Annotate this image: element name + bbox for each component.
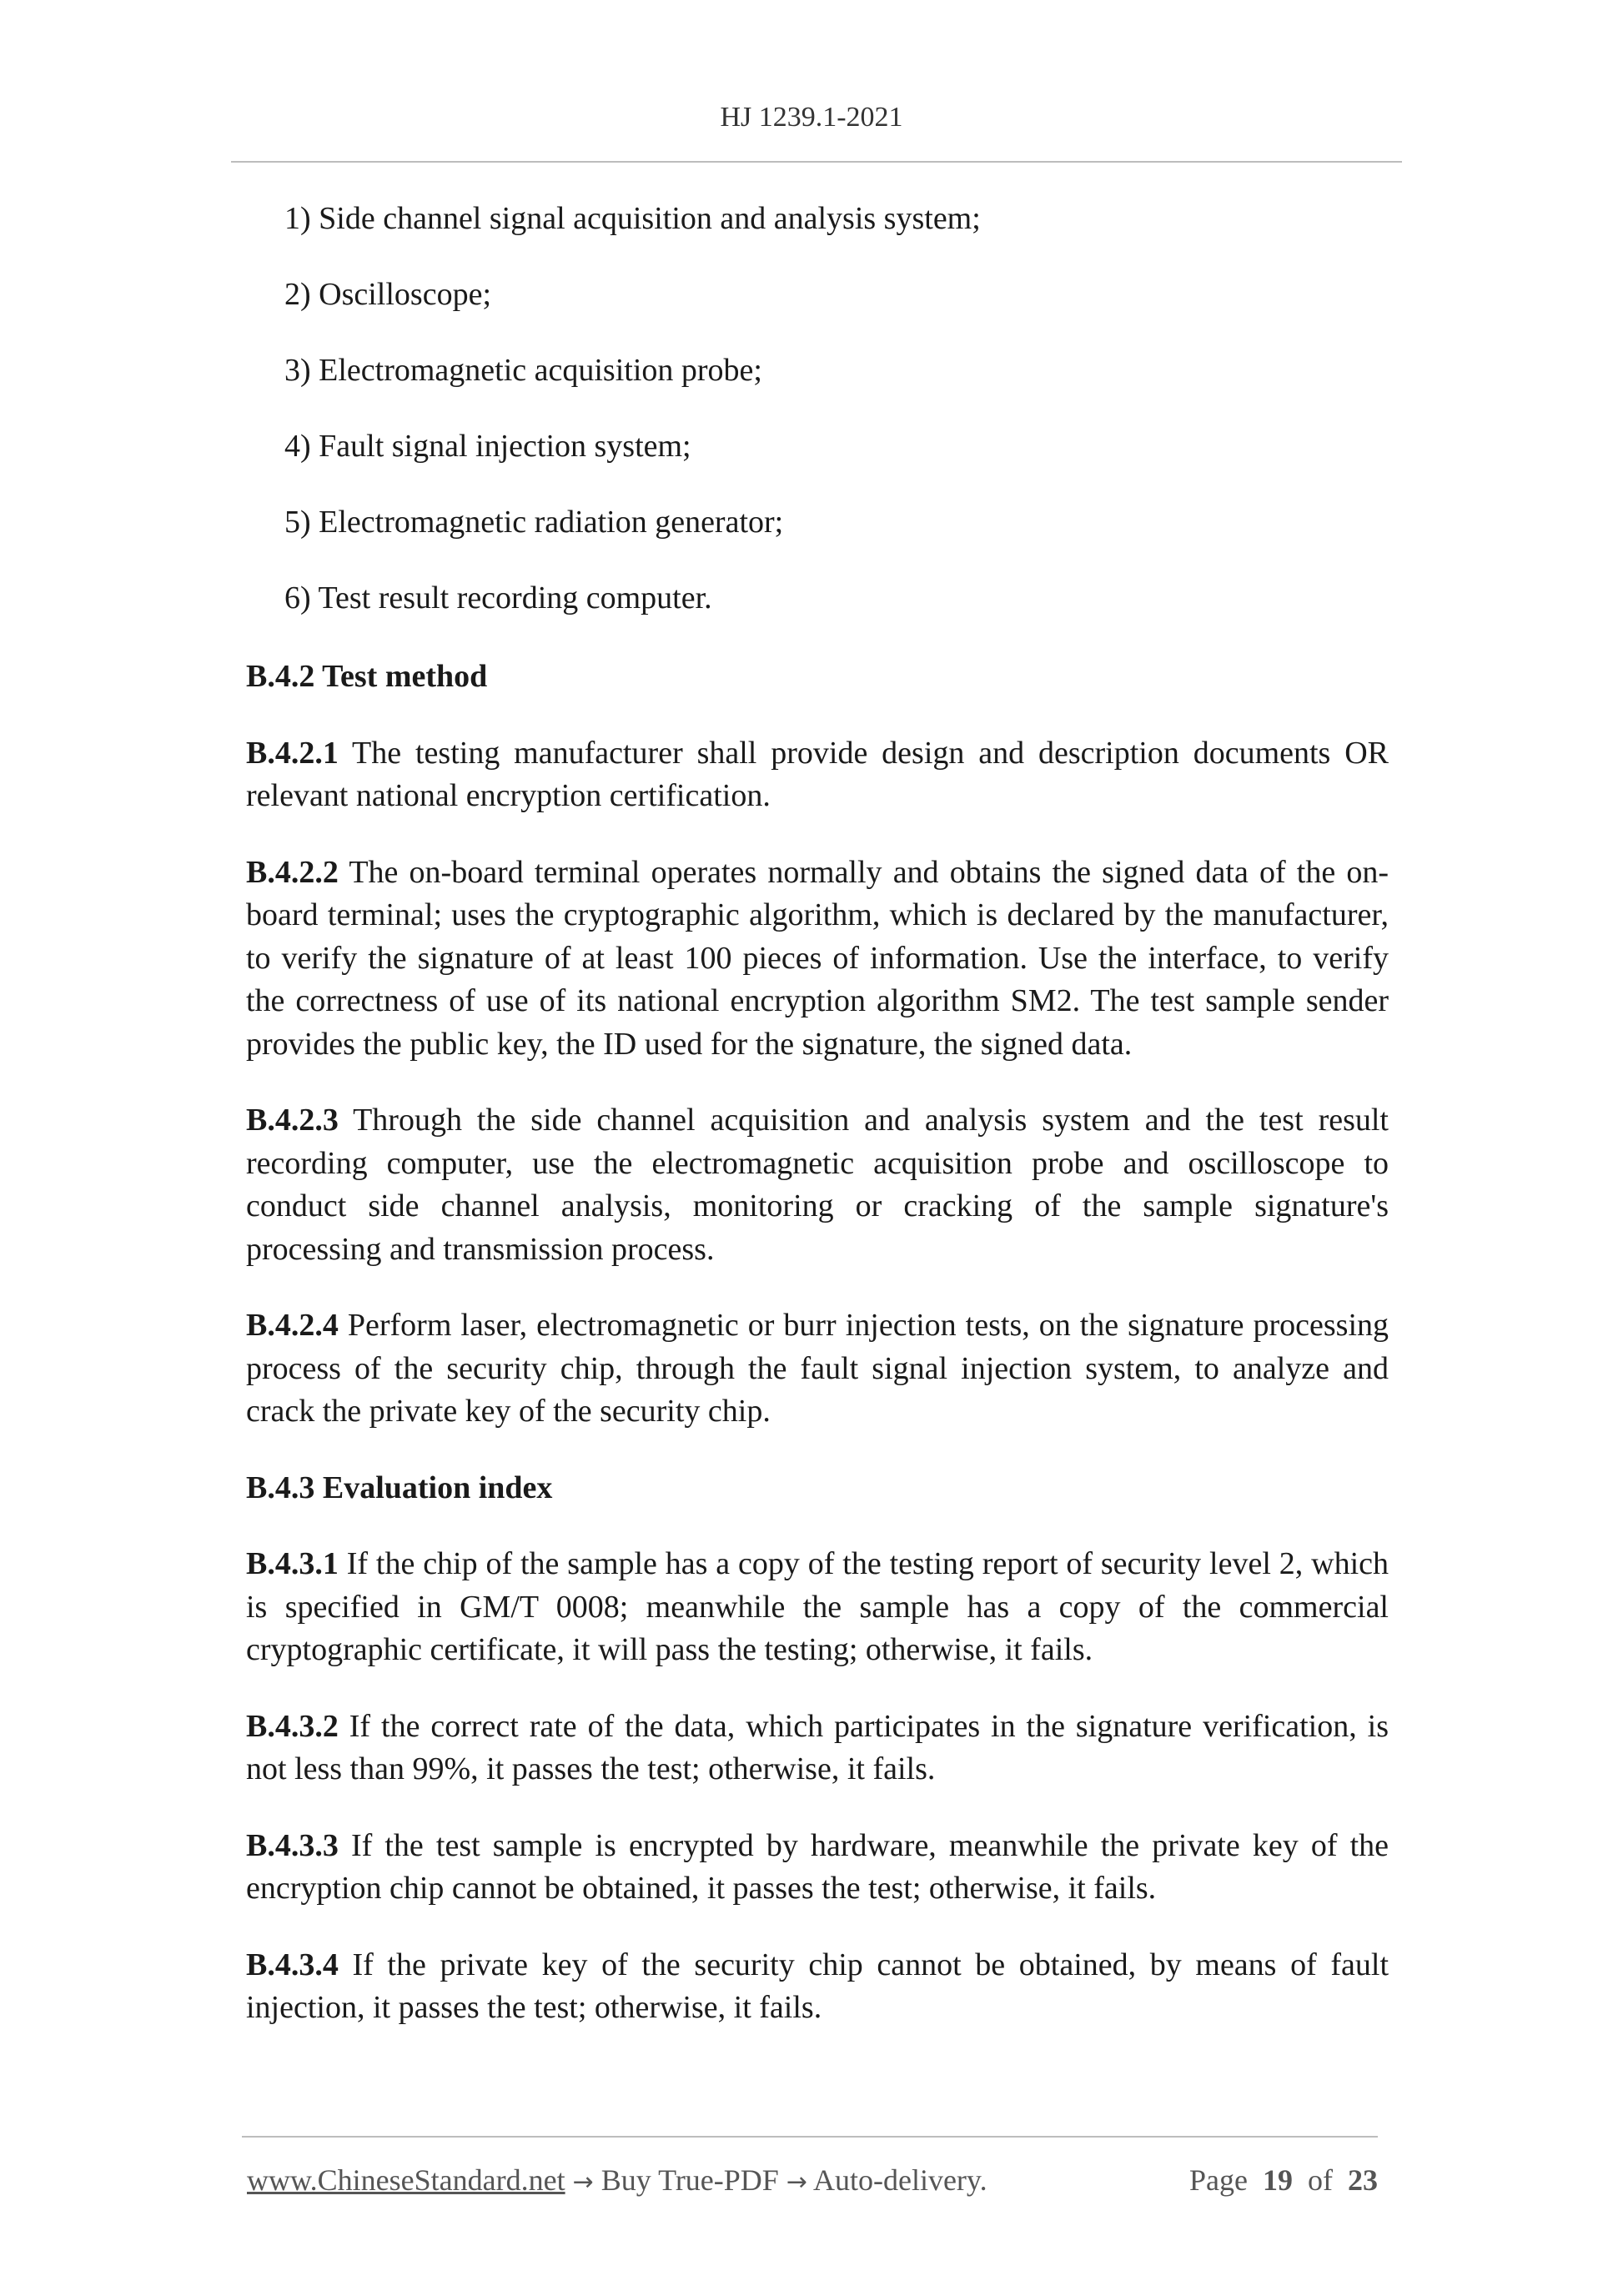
footer-divider xyxy=(242,2136,1378,2138)
document-header-id: HJ 1239.1-2021 xyxy=(720,102,903,133)
page-total: 23 xyxy=(1348,2163,1378,2197)
clause-number: B.4.2.1 xyxy=(246,735,339,771)
clause-text: If the test sample is encrypted by hardware, meanwhile the private key of the encryption chip cannot be obtained, it passes the test; otherwise, it fails. xyxy=(246,1827,1389,1906)
clause-text: The testing manufacturer shall provide design and description documents OR relevant national encryption certification. xyxy=(246,735,1389,813)
list-item: 3) Electromagnetic acquisition probe; xyxy=(284,353,762,388)
list-item: 5) Electromagnetic radiation generator; xyxy=(284,505,784,540)
clause-number: B.4.3.1 xyxy=(246,1546,339,1581)
page-label: Page xyxy=(1189,2163,1248,2197)
header-divider xyxy=(231,161,1402,163)
clause-text: If the private key of the security chip cannot be obtained, by means of fault injection, it passes the test; otherwise, it fails. xyxy=(246,1947,1389,2025)
document-body xyxy=(246,656,1389,2030)
arrow-right-icon: → xyxy=(786,2168,807,2197)
arrow-right-icon: → xyxy=(572,2168,594,2197)
paragraph-b432 xyxy=(246,1706,1389,1791)
section-heading-b42: B.4.2 Test method xyxy=(246,659,488,694)
paragraph-b431 xyxy=(246,1543,1389,1672)
clause-number: B.4.2.3 xyxy=(246,1103,339,1138)
clause-number: B.4.3.4 xyxy=(246,1947,339,1982)
list-item: 1) Side channel signal acquisition and analysis system; xyxy=(284,201,981,236)
clause-number: B.4.2.4 xyxy=(246,1308,339,1343)
clause-number: B.4.3.3 xyxy=(246,1827,339,1863)
list-item: 2) Oscilloscope; xyxy=(284,277,492,312)
clause-text: If the chip of the sample has a copy of the testing report of security level 2, which is specified in GM/T 0008; meanwhile the sample has a copy of the commercial cryptographic certificate, it will pass the testing; otherwise, it fails. xyxy=(246,1546,1389,1667)
paragraph-b422 xyxy=(246,852,1389,1067)
clause-text: The on-board terminal operates normally and obtains the signed data of the on-board terminal; uses the cryptographic algorithm, which is declared by the manufacturer, to verify the signature of at least 100 pieces of information. Use the interface, to verify the correctness of use of its national encryption algorithm SM2. The test sample sender provides the public key, the ID used for the signature, the signed data. xyxy=(246,854,1389,1062)
buy-text: Buy True-PDF xyxy=(593,2163,786,2197)
paragraph-b434 xyxy=(246,1944,1389,2030)
paragraph-b433 xyxy=(246,1825,1389,1911)
page-current: 19 xyxy=(1263,2163,1293,2197)
list-item: 6) Test result recording computer. xyxy=(284,580,712,615)
section-heading-b43: B.4.3 Evaluation index xyxy=(246,1470,553,1505)
paragraph-b421 xyxy=(246,732,1389,818)
clause-text: If the correct rate of the data, which participates in the signature verification, is not less than 99%, it passes the test; otherwise, it fails. xyxy=(246,1708,1389,1786)
site-link[interactable]: www.ChineseStandard.net xyxy=(247,2163,565,2197)
clause-text: Through the side channel acquisition and analysis system and the test result recording computer, use the electromagnetic acquisition probe and oscilloscope to conduct side channel analysis, monitoring or cracking of the sample signature's processing and transmission process. xyxy=(246,1103,1389,1267)
clause-text: Perform laser, electromagnetic or burr injection tests, on the signature processing process of the security chip, through the fault signal injection system, to analyze and crack the private key of the security chip. xyxy=(246,1308,1389,1429)
clause-number: B.4.2.2 xyxy=(246,854,339,890)
clause-number: B.4.3.2 xyxy=(246,1708,339,1744)
list-item: 4) Fault signal injection system; xyxy=(284,429,691,464)
paragraph-b424 xyxy=(246,1304,1389,1434)
page-number xyxy=(1189,2163,1378,2198)
delivery-text: Auto-delivery. xyxy=(806,2163,987,2197)
of-label: of xyxy=(1308,2163,1333,2197)
equipment-list xyxy=(284,198,1369,654)
footer-promo xyxy=(247,2163,987,2198)
paragraph-b423 xyxy=(246,1099,1389,1271)
